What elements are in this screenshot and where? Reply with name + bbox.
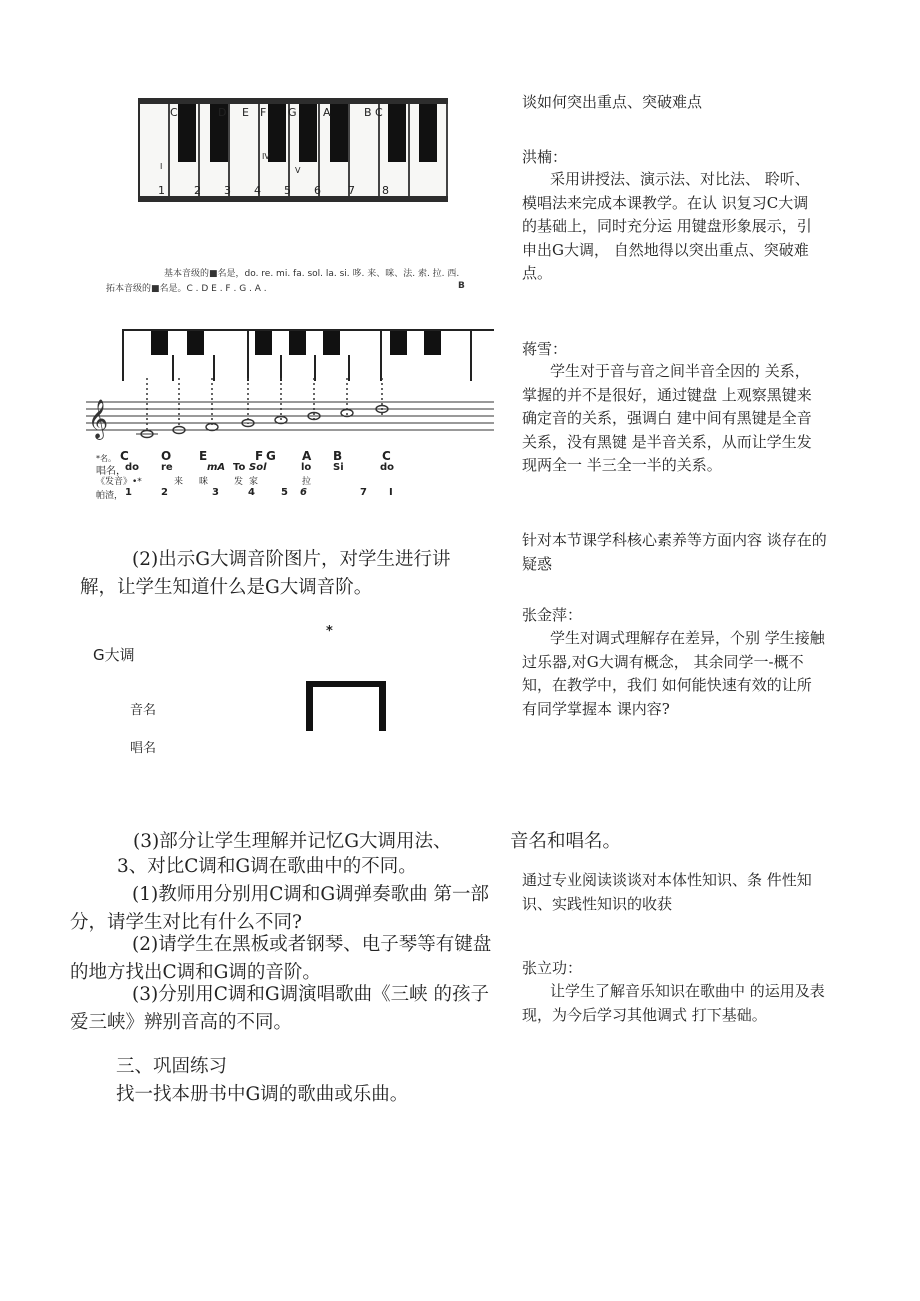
numeral: 7 [360,487,367,498]
roman-label: I [160,162,163,171]
numeral: 3 [212,487,219,498]
numeral: 5 [281,487,288,498]
white-key [140,104,170,196]
commenter-name: 蒋雪： [522,340,568,358]
solfege: Si [333,462,344,473]
treble-clef-icon: 𝄞 [88,399,109,439]
star-mark: * [326,624,333,639]
note-name: A [302,449,312,463]
piano-keyboard-photo [138,98,448,202]
degree-label: 7 [348,184,355,197]
numeral: 6 [300,487,307,498]
note-label: E [242,106,249,119]
row-label: 唱名， [96,466,126,477]
key-divider [247,329,249,381]
exercise-text: 找一找本册书中G调的歌曲或乐曲。 [116,1084,409,1105]
pronunciation: 家 [249,477,259,487]
note-label: D [218,106,227,119]
numeral: 1 [125,487,132,498]
degree-label: 5 [284,184,291,197]
note-name: C [382,449,391,463]
figure-caption-2-end: B [458,281,465,291]
black-key [268,104,286,162]
bracket-left [306,681,313,731]
figure-caption-1: 基本音级的■名是，do. re. mi. fa. sol. la. si. 哆. 来、咪、法. 索. 拉. 西. [164,269,460,279]
black-key [323,331,340,355]
numeral: I [389,487,393,498]
note-label: C [375,106,383,119]
commenter-name: 张金萍： [522,606,583,624]
note-label: G [288,106,297,119]
degree-label: 4 [254,184,261,197]
g-major-title: G大调 [93,646,135,664]
black-key [299,104,317,162]
pronunciation: 来 [174,477,184,487]
note-label: F [260,106,267,119]
black-key [178,104,196,162]
item-3: 3、对比C调和G调在歌曲中的不同。 [117,856,417,877]
note-label: A [323,106,331,119]
section-heading-3: 三、巩固练习 [116,1056,228,1077]
row-label: 《发音》•* [96,477,142,487]
comment-body: 让学生了解音乐知识在歌曲中 的运用及表现，为今后学习其他调式 打下基础。 [522,982,825,1024]
key-divider [122,329,124,381]
degree-label: 3 [224,184,231,197]
sub-item-1: (1)教师用分别用C调和G调弹奏歌曲 第一部分，请学生对比有什么不同? [70,884,490,933]
black-key [151,331,168,355]
solfege: Sol [249,462,267,473]
pronunciation: 发 [234,477,244,487]
comment-heading-2: 针对本节课学科核心素养等方面内容 谈存在的疑惑 [522,531,827,573]
black-key [419,104,437,162]
note-name: E [199,449,208,463]
roman-label: V [295,166,301,175]
black-key [330,104,348,162]
numeral: 4 [248,487,255,498]
row-label: *名。 [96,454,116,463]
bracket-top [306,681,386,687]
pronunciation: 咪 [199,477,209,487]
black-key [187,331,204,355]
note-name: O [161,449,172,463]
solfege: lo [301,462,312,473]
solfege: mA [207,462,226,473]
comment-body: 采用讲授法、演示法、对比法、 聆听、模唱法来完成本课教学。在认 识复习C大调的基础上，同时充分运 用键盘形象展示，引申出G大调， 自然地得以突出重点、突破难点。 [522,170,812,282]
note-name: F [255,449,264,463]
comment-body: 学生对调式理解存在差异，个别 学生接触过乐器,对G大调有概念， 其余同学一-概不知，在教学中，我们 如何能快速有效的让所有同学掌握本 课内容? [522,629,825,718]
note-name: B [333,449,343,463]
solfege: do [380,462,395,473]
degree-label: 8 [382,184,389,197]
sub-item-3: (3)分别用C调和G调演唱歌曲《三峡 的孩子爱三峡》辨别音高的不同。 [70,984,490,1033]
staff-svg [86,376,496,456]
row-label: 帕渣， [96,491,124,501]
paragraph-3b: 音名和唱名。 [510,831,622,852]
note-name: C [120,449,129,463]
solfege-label: 唱名 [130,741,157,756]
paragraph-3a: (3)部分让学生理解并记忆G大调用法、 [133,831,452,852]
degree-label: 2 [194,184,201,197]
black-key [388,104,406,162]
key-divider [470,329,472,381]
comment-body: 学生对于音与音之间半音全因的 关系，掌握的并不是很好，通过键盘 上观察黑键来确定音的关系，强调白 建中间有黑键是全音关系，没有黑键 是半音关系，从而让学生发现两全一 半三全一半的关系。 [522,362,812,474]
black-key [255,331,272,355]
note-label: B [364,106,372,119]
black-key [289,331,306,355]
degree-label: 6 [314,184,321,197]
commenter-name: 张立功： [522,959,583,977]
numeral: 2 [161,487,168,498]
solfege: do [125,462,140,473]
black-key [424,331,441,355]
commenter-name: 洪楠： [522,148,568,166]
degree-label: 1 [158,184,165,197]
solfege: To [233,462,246,473]
black-key [390,331,407,355]
key-divider [380,329,382,381]
figure-caption-2: 拓本音级的■名是。C . D E . F . G . A . [106,284,267,294]
note-name-label: 音名 [130,703,157,718]
comment-heading-1: 谈如何突出重点、突破难点 [522,93,703,111]
sub-item-2: (2)请学生在黑板或者钢琴、电子琴等有键盘的地方找出C调和G调的音阶。 [70,934,492,983]
pronunciation: 拉 [302,477,312,487]
bracket-right [379,681,386,731]
solfege: re [161,462,173,473]
note-label: C [170,106,178,119]
roman-label: IV [262,152,270,161]
paragraph-2: (2)出示G大调音阶图片，对学生进行讲解，让学生知道什么是G大调音阶。 [80,549,451,598]
comment-heading-3: 通过专业阅读谈谈对本体性知识、条 件性知识、实践性知识的收获 [522,871,812,913]
note-name: G [266,449,276,463]
